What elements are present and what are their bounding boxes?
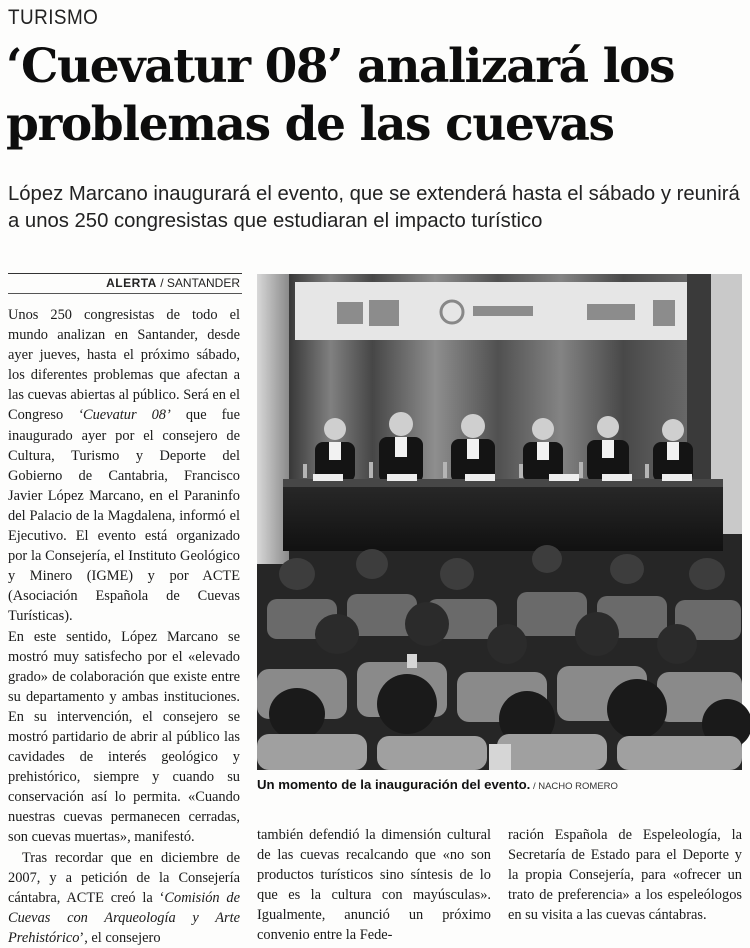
subtitle: López Marcano inaugurará el evento, que se extenderá hasta el sábado y reunirá a unos 250 congresistas que estudiaran el impacto turístico — [8, 183, 740, 232]
paragraph-1-text-a: Unos 250 congresistas de todo el mundo analizan en Santander, desde ayer jueves, hasta el próximo sábado, los diferentes problemas que afectan a las cuevas abiertas al público. Será en el Congreso — [8, 307, 240, 424]
article-column-2 — [257, 825, 491, 944]
byline — [8, 276, 240, 290]
article-column-1 — [8, 305, 241, 946]
conference-hall-illustration — [257, 274, 742, 770]
paragraph-3-text-a: Tras recordar que en diciembre de 2007, y a petición de la Consejería cántabra, ACTE creó la ‘ — [8, 849, 240, 906]
byline-bottom-rule — [8, 293, 242, 294]
paragraph-1-event-name: ‘Cuevatur 08’ — [78, 407, 171, 424]
paragraph-col2: también defendió la dimensión cultural de las cuevas recalcando que «no son productos turísticos sino síntesis de lo que es la cultura con mayúsculas». Igualmente, anunció un próximo convenio entre la Fede- — [257, 827, 491, 944]
paragraph-3 — [8, 848, 240, 948]
caption-text: Un momento de la inauguración del evento. — [257, 777, 531, 792]
section-label: TURISMO — [8, 6, 99, 29]
paragraph-3-commission-name: Comisión de Cuevas con Arqueología y Arte Prehistórico — [8, 889, 241, 946]
event-photo — [257, 274, 742, 770]
byline-source: ALERTA — [106, 276, 157, 290]
byline-location: SANTANDER — [166, 276, 240, 290]
byline-separator: / — [156, 276, 167, 290]
paragraph-2: En este sentido, López Marcano se mostró muy satisfecho por el «elevado grado» de colaboración que existe entre su departamento y ambas instituciones. En su intervención, el consejero se mostró partidario de abrir al público las cavidades de interés geológico y prehistórico, siempre y cuando su conservación así lo permita. «Cuando nuestras cuevas permanecen cerradas, son cuevas muertas», manifestó. — [8, 628, 240, 846]
paragraph-1 — [8, 305, 240, 627]
article-column-3 — [508, 825, 742, 935]
photo-caption — [257, 776, 743, 794]
headline: ‘Cuevatur 08’ analizará los problemas de las cuevas — [6, 39, 675, 152]
photo-credit: / NACHO ROMERO — [530, 781, 618, 792]
byline-top-rule — [8, 273, 242, 274]
paragraph-1-text-b: que fue inaugurado ayer por el consejero de Cultura, Turismo y Deporte del Gobierno de Cantabria, Francisco Javier López Marcano, en el Paraninfo del Palacio de la Magdalena, informó el Ejecutivo. El evento está organizado por la Consejería, el Instituto Geológico y Minero (IGME) y por ACTE (Asociación Española de Cuevas Turísticas). — [8, 407, 240, 625]
paragraph-3-text-b: ’, el consejero — [79, 929, 161, 946]
paragraph-col3: ración Española de Espeleología, la Secretaría de Estado para el Deporte y la propia Consejería, para «ofrecer un trato de preferencia» a los espeleólogos en su visita a las cuevas cántabras. — [508, 827, 742, 924]
